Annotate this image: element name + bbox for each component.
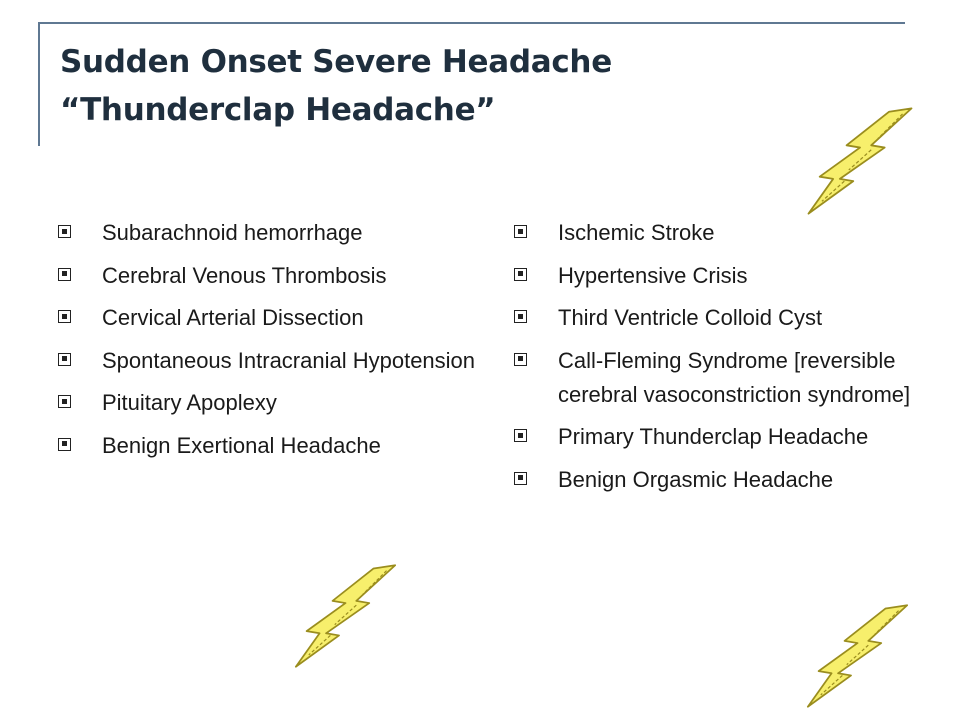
square-bullet-icon [58, 225, 71, 238]
slide-title-line-1: Sudden Onset Severe Headache [60, 44, 612, 80]
list-item [514, 301, 924, 335]
square-bullet-icon [514, 310, 527, 323]
title-frame-top-line [38, 22, 905, 24]
list-item [58, 429, 488, 463]
list-item [514, 344, 924, 412]
list-item [58, 386, 488, 420]
square-bullet-icon [514, 353, 527, 366]
square-bullet-icon [58, 268, 71, 281]
list-item [514, 259, 924, 293]
left-bullet-list [58, 216, 488, 471]
list-item-text: Third Ventricle Colloid Cyst [558, 305, 823, 330]
lightning-bolt-icon [288, 562, 403, 670]
slide-title-line-2: “Thunderclap Headache” [60, 92, 496, 128]
list-item-text: Cervical Arterial Dissection [102, 305, 364, 330]
list-item [58, 301, 488, 335]
list-item-text: Benign Exertional Headache [102, 432, 381, 458]
square-bullet-icon [58, 353, 71, 366]
list-item-text: Call-Fleming Syndrome [reversible cerebral vasoconstriction syndrome] [558, 347, 911, 407]
list-item [58, 259, 488, 293]
list-item [514, 420, 924, 454]
list-item [514, 463, 924, 497]
list-item-text: Subarachnoid hemorrhage [102, 220, 363, 245]
square-bullet-icon [514, 472, 527, 485]
list-item-text: Spontaneous Intracranial Hypotension [102, 347, 476, 373]
list-item-text: Cerebral Venous Thrombosis [102, 262, 387, 288]
lightning-bolt-icon [800, 105, 920, 217]
list-item-text: Ischemic Stroke [558, 220, 715, 245]
list-item-text: Hypertensive Crisis [558, 262, 748, 288]
list-item-text: Benign Orgasmic Headache [558, 466, 834, 492]
list-item-text: Primary Thunderclap Headache [558, 424, 869, 449]
square-bullet-icon [58, 395, 71, 408]
list-item-text: Pituitary Apoplexy [102, 390, 277, 415]
square-bullet-icon [58, 438, 71, 451]
list-item [58, 216, 488, 250]
title-frame-left-line [38, 22, 40, 146]
square-bullet-icon [514, 268, 527, 281]
slide-title [60, 38, 780, 134]
square-bullet-icon [58, 310, 71, 323]
square-bullet-icon [514, 225, 527, 238]
list-item [514, 216, 924, 250]
square-bullet-icon [514, 429, 527, 442]
list-item [58, 344, 488, 378]
right-bullet-list [514, 216, 924, 505]
lightning-bolt-icon [800, 602, 915, 710]
